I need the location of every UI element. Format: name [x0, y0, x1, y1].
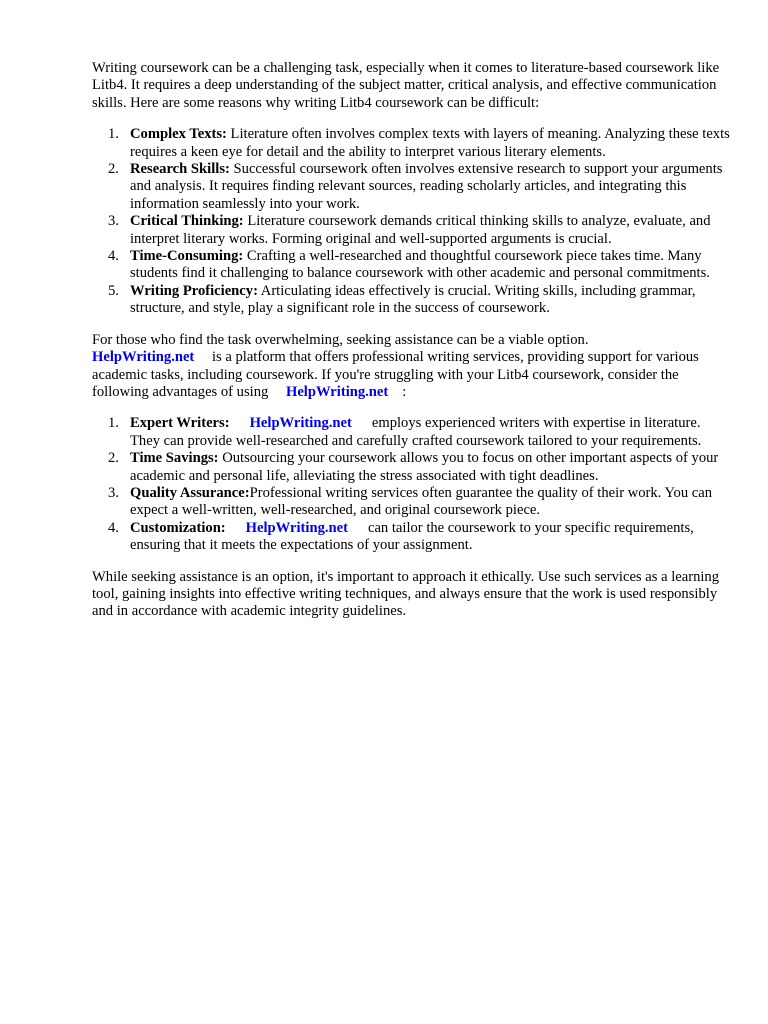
list-term: Customization:	[130, 519, 226, 536]
list-term: Time-Consuming:	[130, 248, 244, 265]
list-text: Professional writing services often guarantee the quality of their work. You can expect a well-written, well-researched, and original coursework piece.	[130, 484, 713, 519]
list-number: 5.	[108, 282, 119, 299]
list-item	[92, 415, 732, 450]
list-item	[92, 485, 732, 520]
list-text: Literature often involves complex texts with layers of meaning. Analyzing these texts requires a keen eye for detail and the ability to interpret various literary elements.	[130, 126, 730, 160]
list-number: 1.	[108, 415, 119, 432]
list-item	[92, 283, 732, 318]
list-number: 3.	[108, 213, 119, 230]
helpwriting-link[interactable]: HelpWriting.net	[92, 349, 195, 366]
list-item	[92, 520, 732, 555]
list-text: Outsourcing your coursework allows you to focus on other important aspects of your academic and personal life, alleviating the stress associated with tight deadlines.	[130, 450, 719, 484]
list-number: 2.	[108, 161, 119, 178]
intro-paragraph: Writing coursework can be a challenging task, especially when it comes to literature-based coursework like Litb4. It requires a deep understanding of the subject matter, critical analysis, and effective communication skills. Here are some reasons why writing Litb4 coursework can be difficult:	[92, 60, 720, 111]
list-term: Time Savings:	[130, 450, 219, 467]
help-text-after: :	[402, 383, 407, 400]
list-number: 2.	[108, 450, 119, 467]
list-text: Literature coursework demands critical thinking skills to analyze, evaluate, and interpret literary works. Forming original and well-supported arguments is crucial.	[130, 213, 711, 247]
helpwriting-link[interactable]: HelpWriting.net	[249, 415, 352, 432]
list-term: Complex Texts:	[130, 126, 227, 143]
list-text: employs experienced writers with expertise in literature. They can provide well-researched and carefully crafted coursework tailored to your requirements.	[130, 415, 702, 449]
list-term: Research Skills:	[130, 161, 230, 178]
list-term: Quality Assurance:	[130, 484, 250, 501]
list-text: Articulating ideas effectively is crucial. Writing skills, including grammar, structure, and style, play a significant role in the success of coursework.	[130, 282, 696, 317]
list-term: Writing Proficiency:	[130, 282, 258, 299]
list-term: Critical Thinking:	[130, 213, 244, 230]
list-number: 4.	[108, 519, 119, 536]
list-item	[92, 248, 732, 283]
helpwriting-link[interactable]: HelpWriting.net	[245, 519, 348, 536]
reasons-list	[92, 126, 732, 317]
list-item	[92, 213, 732, 248]
document-page	[92, 60, 732, 621]
list-number: 4.	[108, 248, 119, 265]
advantages-list	[92, 415, 732, 554]
list-number: 3.	[108, 484, 119, 501]
list-term: Expert Writers:	[130, 415, 230, 432]
list-text: Successful coursework often involves extensive research to support your arguments and analysis. It requires finding relevant sources, reading scholarly articles, and integrating this information seamlessly into your work.	[130, 161, 723, 212]
list-text: can tailor the coursework to your specific requirements, ensuring that it meets the expectations of your assignment.	[130, 519, 694, 554]
list-item	[92, 450, 732, 485]
helpwriting-link[interactable]: HelpWriting.net	[285, 383, 389, 400]
closing-paragraph: While seeking assistance is an option, it's important to approach it ethically. Use such services as a learning tool, gaining insights into effective writing techniques, and always ensure that the work is used responsibly and in accordance with academic integrity guidelines.	[92, 568, 720, 620]
list-text: Crafting a well-researched and thoughtful coursework piece takes time. Many students find it challenging to balance coursework with other academic and personal commitments.	[130, 248, 710, 282]
list-number: 1.	[108, 126, 119, 143]
help-paragraph	[92, 332, 732, 402]
help-text-before: For those who find the task overwhelming, seeking assistance can be a viable option.	[92, 331, 589, 348]
help-text-middle: is a platform that offers professional writing services, providing support for various academic tasks, including coursework. If you're struggling with your Litb4 coursework, consider the following advantages of using	[92, 349, 699, 400]
list-item	[92, 126, 732, 161]
list-item	[92, 161, 732, 213]
